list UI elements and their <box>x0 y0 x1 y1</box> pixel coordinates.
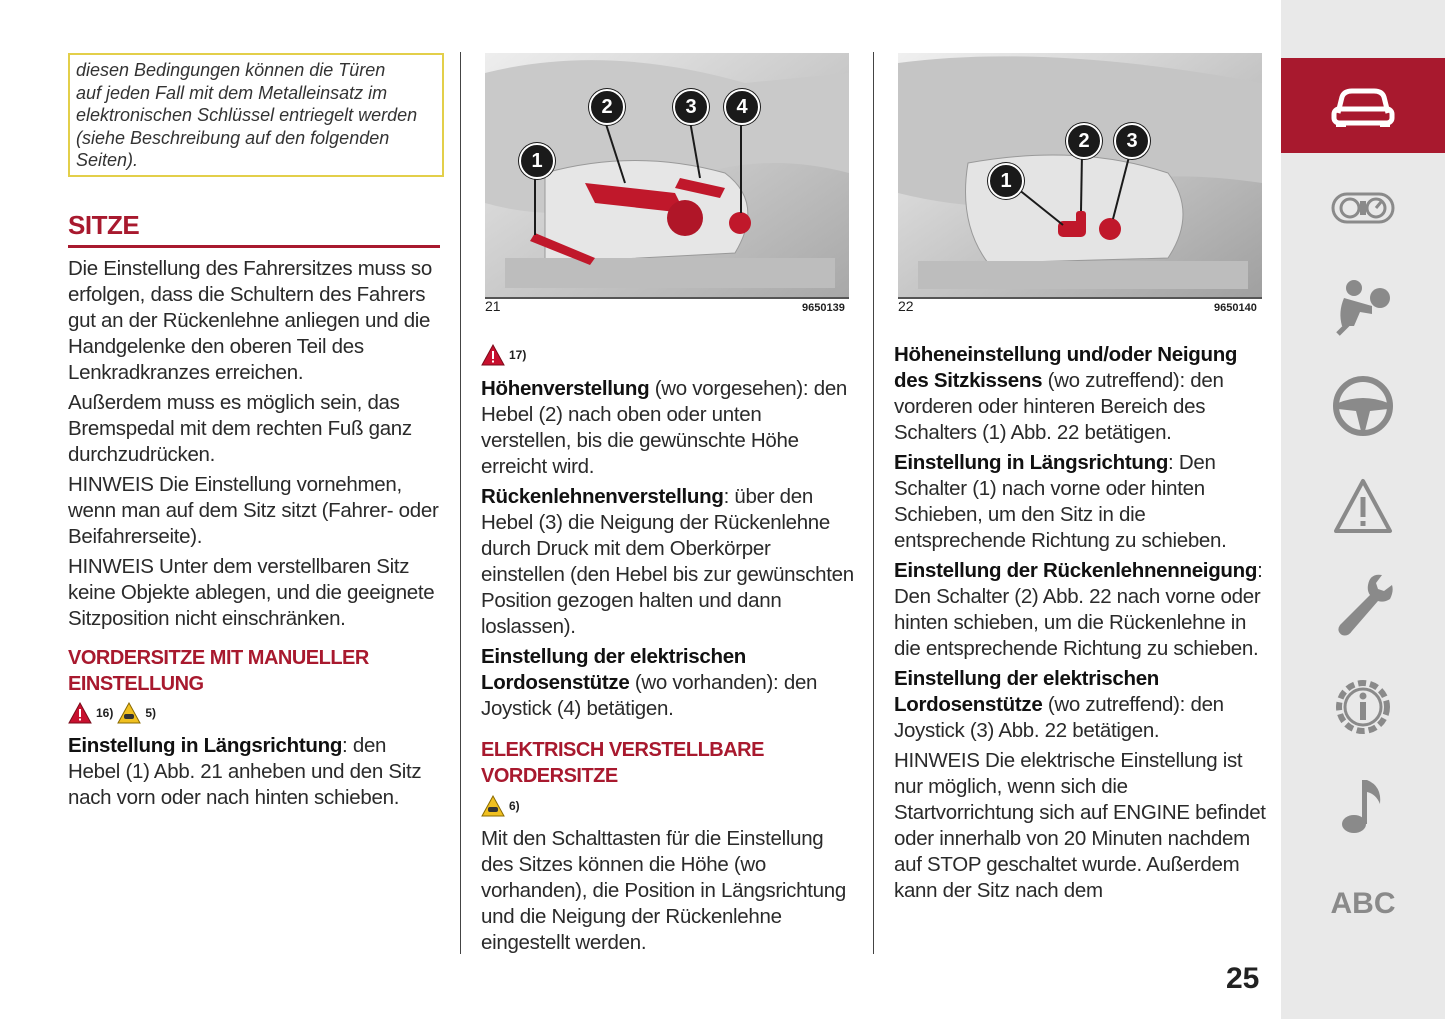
wrench-icon <box>1332 571 1394 639</box>
bold-term: Höheneinstellung und/oder Neigung des Sitzkissens <box>894 343 1238 392</box>
bold-term: Einstellung der Rückenlehnenneigung <box>894 559 1258 582</box>
section-title: SITZE <box>68 210 440 248</box>
sidebar-item-maintenance[interactable] <box>1281 570 1445 640</box>
warning-ref: 6) <box>509 799 520 813</box>
paragraph-rest: (wo zutreffend): den vorderen oder hinteren Bereich des Schalters (1) Abb. 22 betätigen. <box>894 369 1224 444</box>
sub-heading-line: EINSTELLUNG <box>68 673 204 695</box>
music-note-icon <box>1338 776 1388 836</box>
paragraph: HINWEIS Die elektrische Einstellung ist nur möglich, wenn sich die Startvorrichtung sich auf ENGINE befindet oder innerhalb von 20 Minuten nachdem auf STOP geschaltet wurde. Außerdem kann der Sitz nach dem <box>894 749 1266 902</box>
airbag-passenger-icon <box>1332 276 1394 336</box>
col1-body-2 <box>68 733 440 815</box>
bold-term: Einstellung der elektrischen Lordosenstütze <box>894 667 1160 716</box>
sidebar-item-multimedia[interactable] <box>1281 775 1445 837</box>
paragraph: HINWEIS Die Einstellung vornehmen, wenn man auf dem Sitz sitzt (Fahrer- oder Beifahrerseite). <box>68 473 439 548</box>
warning-refs <box>481 795 520 817</box>
callout-2: 2 <box>1066 123 1102 159</box>
paragraph <box>894 558 1266 662</box>
abc-label: ABC <box>1330 887 1396 920</box>
figure-code: 9650139 <box>802 302 845 314</box>
column-divider <box>460 52 461 954</box>
seat-electric-illustration <box>898 53 1262 297</box>
paragraph-rest: : den Hebel (1) Abb. 21 anheben und den Sitz nach vorn oder nach hinten schieben. <box>68 734 422 809</box>
note-line: (siehe Beschreibung auf den folgenden <box>76 127 390 148</box>
warning-ref: 16) <box>96 706 114 720</box>
sub-heading-manual <box>68 645 440 697</box>
callout-3: 3 <box>1114 123 1150 159</box>
callout-3: 3 <box>673 89 709 125</box>
paragraph-rest: (wo zutreffend): den Joystick (3) Abb. 22 betätigen. <box>894 693 1224 742</box>
callout-1: 1 <box>519 143 555 179</box>
sidebar-item-safety[interactable] <box>1281 275 1445 337</box>
note-line: Seiten). <box>76 150 139 170</box>
sidebar-item-car[interactable] <box>1281 58 1445 153</box>
sidebar-item-dashboard[interactable] <box>1281 180 1445 235</box>
figure-21 <box>485 53 849 299</box>
paragraph <box>894 450 1266 554</box>
figure-number: 21 <box>485 298 501 314</box>
col3-body <box>894 342 1266 908</box>
paragraph-rest: : über den Hebel (3) die Neigung der Rückenlehne durch Druck mit dem Oberkörper einstellen (den Hebel bis zur gewünschten Position gezogen halten und dann loslassen). <box>481 485 854 638</box>
warning-triangle-icon <box>1332 477 1394 535</box>
figure-22 <box>898 53 1262 299</box>
warning-danger-icon <box>481 344 505 366</box>
paragraph-rest: : Den Schalter (2) Abb. 22 nach vorne oder hinten schieben, um die Rückenlehne in die entsprechende Richtung zu schieben. <box>894 559 1263 660</box>
warning-caution-icon <box>481 795 505 817</box>
paragraph <box>481 484 855 640</box>
col2-body <box>481 376 855 726</box>
sidebar-item-emergency[interactable] <box>1281 475 1445 537</box>
sidebar-item-index[interactable] <box>1281 880 1445 928</box>
dashboard-gauge-icon <box>1330 186 1396 230</box>
steering-wheel-icon <box>1332 375 1394 437</box>
col2-body-2 <box>481 826 855 960</box>
sidebar-item-technical-data[interactable] <box>1281 672 1445 742</box>
paragraph <box>894 666 1266 744</box>
figure-code: 9650140 <box>1214 302 1257 314</box>
paragraph-rest: (wo vorhanden): den Joystick (4) betätigen. <box>481 671 818 720</box>
bold-term: Einstellung in Längsrichtung <box>894 451 1169 474</box>
page-number: 25 <box>1226 962 1260 995</box>
column-divider <box>873 52 874 954</box>
note-box <box>68 53 444 177</box>
paragraph <box>68 733 440 811</box>
paragraph <box>481 376 855 480</box>
warning-refs <box>68 702 156 724</box>
info-gear-icon <box>1330 674 1396 740</box>
paragraph: Außerdem muss es möglich sein, das Bremspedal mit dem rechten Fuß ganz durchzudrücken. <box>68 391 412 466</box>
note-line: auf jeden Fall mit dem Metalleinsatz im <box>76 82 388 103</box>
sub-heading-electric <box>481 737 853 789</box>
warning-ref: 5) <box>145 706 157 720</box>
car-icon <box>1330 83 1396 129</box>
paragraph-rest: (wo vorgesehen): den Hebel (2) nach oben oder unten verstellen, bis die gewünschte Höhe erreicht wird. <box>481 377 848 478</box>
paragraph: Die Einstellung des Fahrersitzes muss so erfolgen, dass die Schultern des Fahrers gut an der Rückenlehne anliegen und die Handgelenke den oberen Teil des Lenkradkranzes erreichen. <box>68 257 432 384</box>
callout-4: 4 <box>724 89 760 125</box>
paragraph: Mit den Schalttasten für die Einstellung des Sitzes können die Höhe (wo vorhanden), die Position in Längsrichtung und die Neigung der Rückenlehne eingestellt werden. <box>481 827 846 954</box>
warning-refs <box>481 344 526 366</box>
sidebar-item-driving[interactable] <box>1281 375 1445 437</box>
bold-term: Einstellung in Längsrichtung <box>68 734 343 757</box>
paragraph <box>894 342 1266 446</box>
col1-body <box>68 256 440 636</box>
warning-caution-icon <box>117 702 141 724</box>
paragraph <box>481 644 855 722</box>
sub-heading-line: VORDERSITZE MIT MANUELLER <box>68 647 369 669</box>
bold-term: Höhenverstellung <box>481 377 650 400</box>
figure-number: 22 <box>898 298 914 314</box>
callout-2: 2 <box>589 89 625 125</box>
note-line: elektronischen Schlüssel entriegelt werden <box>76 105 418 125</box>
callout-1: 1 <box>988 163 1024 199</box>
paragraph: HINWEIS Unter dem verstellbaren Sitz keine Objekte ablegen, und die geeignete Sitzposition nicht einschränken. <box>68 555 435 630</box>
bold-term: Rückenlehnenverstellung <box>481 485 724 508</box>
paragraph-rest: : Den Schalter (1) nach vorne oder hinten Schieben, um den Sitz in die entsprechende Richtung zu schieben. <box>894 451 1227 552</box>
warning-danger-icon <box>68 702 92 724</box>
note-line: diesen Bedingungen können die Türen <box>76 60 386 80</box>
bold-term: Einstellung der elektrischen Lordosenstütze <box>481 645 747 694</box>
sub-heading-line: ELEKTRISCH VERSTELLBARE <box>481 739 764 761</box>
sub-heading-line: VORDERSITZE <box>481 765 618 787</box>
warning-ref: 17) <box>509 348 527 362</box>
